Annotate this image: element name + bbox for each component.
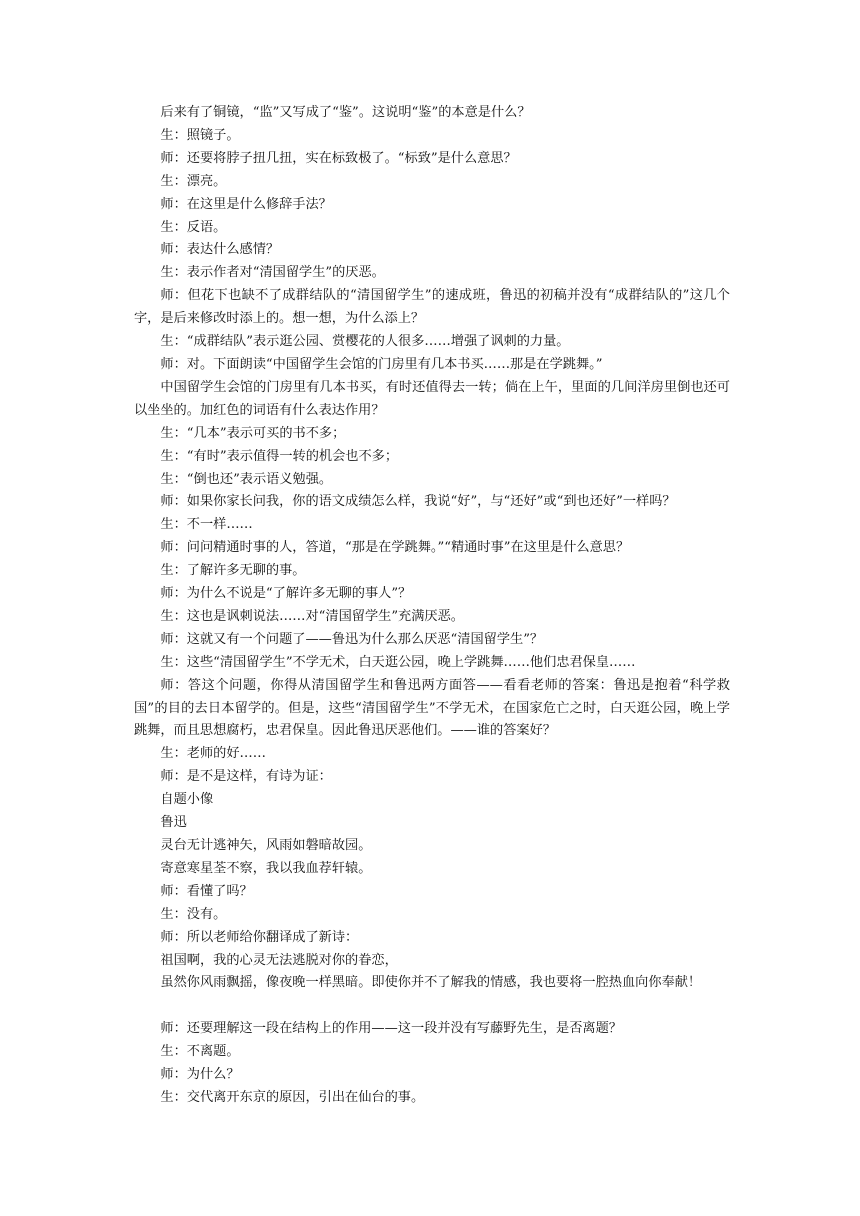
paragraph: 师：这就又有一个问题了——鲁迅为什么那么厌恶“清国留学生”？	[160, 631, 544, 647]
paragraph: 师：表达什么感情？	[160, 242, 280, 258]
paragraph: 生：老师的好……	[160, 746, 266, 762]
paragraph: 师：对。下面朗读“中国留学生会馆的门房里有几本书买……那是在学跳舞。”	[160, 356, 603, 372]
paragraph: 师：答这个问题，你得从清国留学生和鲁迅两方面答——看看老师的答案：鲁迅是抱着“科学救国”的目的去日本留学的。但是，这些“清国留学生”不学无术，在国家危亡之时，白天逛公园，晚上学跳舞，而且思想腐朽，忠君保皇。因此鲁迅厌恶他们。——谁的答案好？	[134, 677, 730, 739]
poem-line: 灵台无计逃神矢，风雨如磐暗故园。	[160, 838, 372, 853]
paragraph: 师：看懂了吗？	[160, 883, 253, 899]
poem-title: 自题小像	[160, 792, 214, 808]
translation-line: 祖国啊，我的心灵无法逃脱对你的眷恋，	[160, 952, 398, 968]
paragraph: 师：如果你家长问我，你的语文成绩怎么样，我说“好”，与“还好”或“到也还好”一样吗？	[160, 494, 676, 510]
paragraph: 生：“倒也还”表示语义勉强。	[160, 471, 333, 487]
paragraph: 生：了解许多无聊的事。	[160, 563, 306, 579]
paragraph: 生：交代离开东京的原因，引出在仙台的事。	[160, 1090, 425, 1106]
poem-author: 鲁迅	[160, 815, 187, 831]
paragraph: 生：“几本”表示可买的书不多；	[160, 425, 346, 441]
blank-line	[134, 995, 730, 1018]
paragraph: 生：这些“清国留学生”不学无术，白天逛公园，晚上学跳舞……他们忠君保皇……	[160, 654, 636, 670]
document-body	[134, 102, 730, 1110]
paragraph: 师：为什么？	[160, 1067, 240, 1083]
paragraph: 生：不一样……	[160, 517, 253, 533]
paragraph: 中国留学生会馆的门房里有几本书买，有时还值得去一转；倘在上午，里面的几间洋房里倒也还可以坐坐的。加红色的词语有什么表达作用？	[134, 379, 730, 418]
paragraph: 生：这也是讽刺说法……对“清国留学生”充满厌恶。	[160, 608, 464, 624]
paragraph: 师：还要将脖子扭几扭，实在标致极了。“标致”是什么意思？	[160, 150, 517, 166]
paragraph: 生：没有。	[160, 906, 227, 922]
paragraph: 生：表示作者对“清国留学生”的厌恶。	[160, 265, 385, 281]
paragraph: 师：为什么不说是“了解许多无聊的事人”？	[160, 586, 412, 602]
paragraph: 生：“成群结队”表示逛公园、赏樱花的人很多……增强了讽刺的力量。	[160, 334, 570, 350]
poem-line: 寄意寒星荃不察，我以我血荐轩辕。	[160, 860, 372, 876]
paragraph: 师：在这里是什么修辞手法？	[160, 196, 332, 212]
paragraph: 师：但花下也缺不了成群结队的“清国留学生”的速成班，鲁迅的初稿并没有“成群结队的”这几个字，是后来修改时添上的。想一想，为什么添上？	[134, 288, 730, 327]
paragraph: 生：漂亮。	[160, 173, 227, 189]
paragraph: 生：不离题。	[160, 1044, 240, 1060]
paragraph: 师：是不是这样，有诗为证：	[160, 769, 332, 785]
translation-line: 虽然你风雨飘摇，像夜晚一样黑暗。即使你并不了解我的情感，我也要将一腔热血向你奉献！	[160, 975, 702, 991]
paragraph: 师：还要理解这一段在结构上的作用——这一段并没有写藤野先生，是否离题？	[160, 1021, 622, 1037]
paragraph: 生：反语。	[160, 219, 227, 235]
paragraph: 生：“有时”表示值得一转的机会也不多；	[160, 448, 399, 464]
paragraph: 师：所以老师给你翻译成了新诗：	[160, 929, 359, 945]
paragraph: 师：问问精通时事的人，答道，“那是在学跳舞。”“精通时事”在这里是什么意思？	[160, 540, 630, 556]
paragraph: 后来有了铜镜，“监”又写成了“鉴”。这说明“鉴”的本意是什么？	[160, 105, 531, 120]
paragraph: 生：照镜子。	[160, 127, 240, 143]
